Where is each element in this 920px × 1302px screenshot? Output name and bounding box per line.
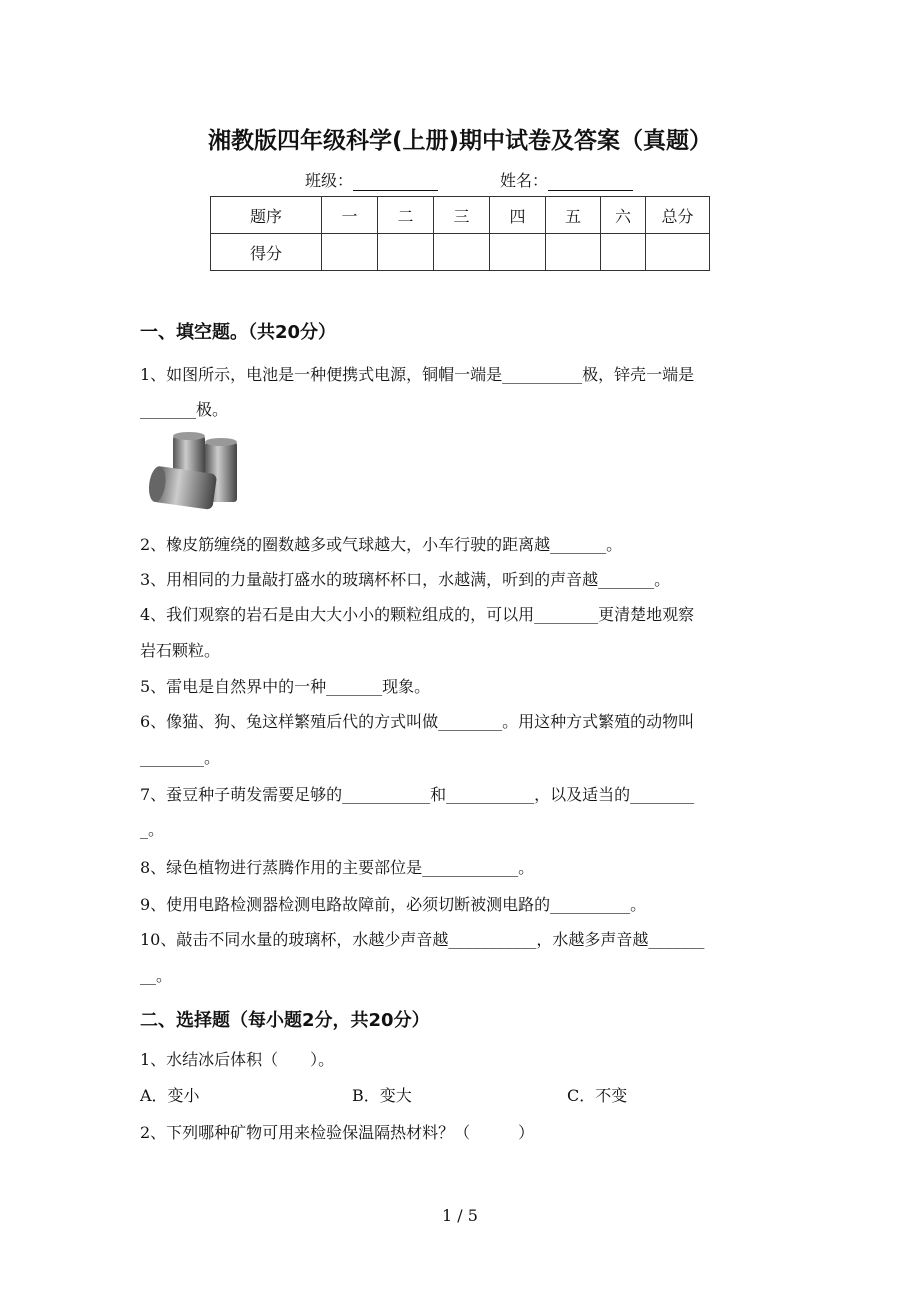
section-heading: 一、填空题。（共20分）	[140, 322, 337, 343]
score-table	[210, 196, 710, 271]
question-line: ________。	[140, 748, 221, 767]
table-cell: 六	[601, 197, 646, 234]
name-field	[500, 168, 633, 191]
option-b: B．变大	[352, 1086, 412, 1105]
option-a: A．变小	[140, 1086, 200, 1105]
question-line: _______极。	[140, 400, 229, 419]
table-cell: 得分	[211, 234, 322, 271]
table-cell: 一	[322, 197, 378, 234]
score-cell	[322, 234, 378, 271]
question-line: 2、下列哪种矿物可用来检验保温隔热材料？（ ）	[140, 1123, 535, 1142]
page-number: 1 / 5	[442, 1206, 478, 1225]
name-label: 姓名：	[500, 171, 549, 190]
question-line: 1、水结冰后体积（ ）。	[140, 1050, 335, 1069]
table-row	[211, 197, 710, 234]
question-line: _。	[140, 820, 165, 839]
question-line: 1、如图所示，电池是一种便携式电源，铜帽一端是__________极，锌壳一端是	[140, 365, 695, 384]
question-line: 3、用相同的力量敲打盛水的玻璃杯杯口，水越满，听到的声音越_______。	[140, 570, 671, 589]
page-title: 湘教版四年级科学(上册)期中试卷及答案（真题）	[207, 128, 713, 154]
question-line: __。	[140, 966, 173, 985]
question-line: 5、雷电是自然界中的一种_______现象。	[140, 677, 431, 696]
question-line: 10、敲击不同水量的玻璃杯，水越少声音越___________，水越多声音越_______	[140, 930, 705, 949]
score-cell	[434, 234, 490, 271]
question-line: 7、蚕豆种子萌发需要足够的___________和___________，以及适当的________	[140, 785, 695, 804]
question-line: 4、我们观察的岩石是由大大小小的颗粒组成的，可以用________更清楚地观察	[140, 605, 695, 624]
table-cell: 五	[546, 197, 601, 234]
question-line: 8、绿色植物进行蒸腾作用的主要部位是____________。	[140, 858, 535, 877]
table-cell: 题序	[211, 197, 322, 234]
class-label: 班级：	[305, 171, 354, 190]
score-cell	[601, 234, 646, 271]
class-field	[305, 168, 438, 191]
table-cell: 总分	[646, 197, 710, 234]
table-cell: 三	[434, 197, 490, 234]
table-cell: 二	[378, 197, 434, 234]
score-cell	[546, 234, 601, 271]
name-blank	[548, 174, 633, 191]
table-cell: 四	[490, 197, 546, 234]
question-line: 2、橡皮筋缠绕的圈数越多或气球越大，小车行驶的距离越_______。	[140, 535, 623, 554]
table-row	[211, 234, 710, 271]
score-cell	[490, 234, 546, 271]
section-heading: 二、选择题（每小题2分，共20分）	[140, 1010, 430, 1031]
question-line: 9、使用电路检测器检测电路故障前，必须切断被测电路的__________。	[140, 895, 647, 914]
score-cell	[646, 234, 710, 271]
class-blank	[353, 174, 438, 191]
battery-image	[145, 430, 245, 522]
question-line: 6、像猫、狗、兔这样繁殖后代的方式叫做________。用这种方式繁殖的动物叫	[140, 712, 695, 731]
option-c: C．不变	[567, 1086, 628, 1105]
score-cell	[378, 234, 434, 271]
question-line: 岩石颗粒。	[140, 641, 221, 660]
